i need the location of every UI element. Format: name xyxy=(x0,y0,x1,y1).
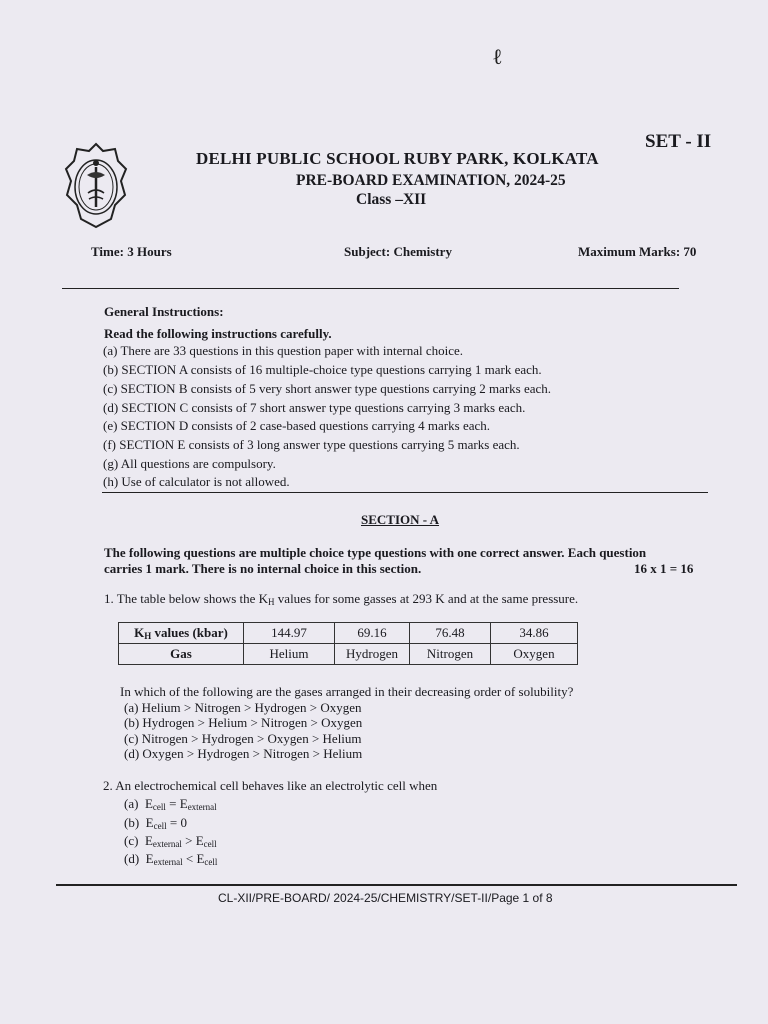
table-cell: 76.48 xyxy=(410,623,491,644)
q2-option-c: (c) $E_{external} > E_{cell}$ xyxy=(124,833,217,849)
q1-question: In which of the following are the gases arranged in their decreasing order of solubility? xyxy=(120,684,574,699)
table-cell: Hydrogen xyxy=(335,644,410,665)
table-row xyxy=(119,623,578,644)
kh-values-table xyxy=(118,622,578,665)
section-a-title: SECTION - A xyxy=(361,512,440,527)
q2-stem: 2. An electrochemical cell behaves like an electrolytic cell when xyxy=(103,778,438,793)
q1-option-b: (b) Hydrogen > Helium > Nitrogen > Oxygen xyxy=(124,715,363,730)
header-divider xyxy=(62,288,679,289)
class-label: Class –XII xyxy=(356,191,427,208)
instructions-title: General Instructions: xyxy=(104,304,224,319)
q1-option-c: (c) Nitrogen > Hydrogen > Oxygen > Helium xyxy=(124,731,362,746)
exam-title: PRE-BOARD EXAMINATION, 2024-25 xyxy=(296,172,566,189)
table-cell: Nitrogen xyxy=(410,644,491,665)
section-a-intro-line2: carries 1 mark. There is no internal choice in this section. xyxy=(104,561,422,576)
instruction-item: (e) SECTION D consists of 2 case-based questions carrying 4 marks each. xyxy=(103,418,491,433)
instruction-item: (d) SECTION C consists of 7 short answer type questions carrying 3 marks each. xyxy=(103,400,526,415)
instruction-item: (a) There are 33 questions in this question paper with internal choice. xyxy=(103,343,464,358)
school-name: DELHI PUBLIC SCHOOL RUBY PARK, KOLKATA xyxy=(196,149,599,168)
table-cell: Oxygen xyxy=(491,644,578,665)
section-a-intro-line1: The following questions are multiple choice type questions with one correct answer. Each question xyxy=(104,545,647,560)
q2-option-b: (b) $E_{cell} = 0$ xyxy=(124,815,187,831)
table-header-cell: $K_H$ values (kbar) xyxy=(119,623,244,644)
instruction-item: (f) SECTION E consists of 3 long answer type questions carrying 5 marks each. xyxy=(103,437,520,452)
instruction-item: (c) SECTION B consists of 5 very short answer type questions carrying 2 marks each. xyxy=(103,381,552,396)
time-label: Time: 3 Hours xyxy=(91,244,172,259)
table-cell: 34.86 xyxy=(491,623,578,644)
page-footer: CL-XII/PRE-BOARD/ 2024-25/CHEMISTRY/SET-II/Page 1 of 8 xyxy=(218,891,553,905)
instructions-divider xyxy=(102,492,708,493)
footer-divider xyxy=(56,884,737,886)
max-marks-label: Maximum Marks: 70 xyxy=(578,244,697,259)
q2-option-d: (d) $E_{external} < E_{cell}$ xyxy=(124,851,218,867)
q1-option-d: (d) Oxygen > Hydrogen > Nitrogen > Helium xyxy=(124,746,363,761)
subject-label: Subject: Chemistry xyxy=(344,244,452,259)
table-cell: Helium xyxy=(244,644,335,665)
q1-option-a: (a) Helium > Nitrogen > Hydrogen > Oxygen xyxy=(124,700,362,715)
handwritten-mark: ℓ xyxy=(492,45,503,70)
set-label: SET - II xyxy=(645,131,712,152)
table-row xyxy=(119,644,578,665)
instruction-item: (h) Use of calculator is not allowed. xyxy=(103,474,290,489)
table-cell: 69.16 xyxy=(335,623,410,644)
q1-stem: 1. The table below shows the $K_H$ values for some gasses at 293 K and at the same pressure. xyxy=(104,591,579,607)
instruction-item: (g) All questions are compulsory. xyxy=(103,456,276,471)
instruction-item: (b) SECTION A consists of 16 multiple-choice type questions carrying 1 mark each. xyxy=(103,362,542,377)
section-a-marks: 16 x 1 = 16 xyxy=(634,561,694,576)
table-header-cell: Gas xyxy=(119,644,244,665)
instructions-lead: Read the following instructions carefully. xyxy=(104,326,332,341)
school-logo-icon xyxy=(63,141,129,231)
table-cell: 144.97 xyxy=(244,623,335,644)
q2-option-a: (a) $E_{cell} = E_{external}$ xyxy=(124,796,217,812)
